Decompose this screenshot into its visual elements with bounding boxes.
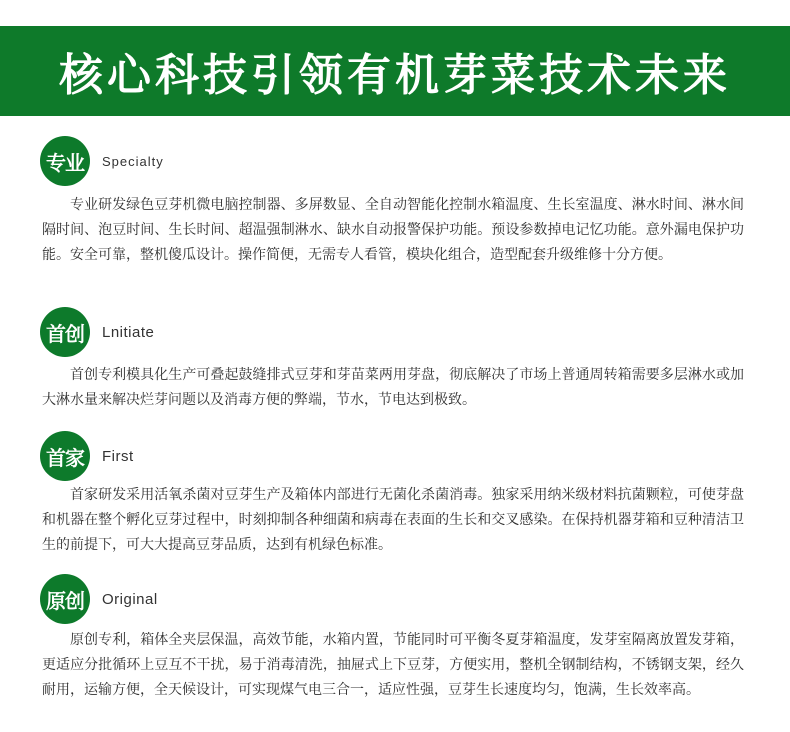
section-description: 专业研发绿色豆芽机微电脑控制器、多屏数显、全自动智能化控制水箱温度、生长室温度、淋水时间、淋水间隔时间、泡豆时间、生长时间、超温强制淋水、缺水自动报警保护功能。预设参数掉电记忆功能。意外漏电保护功能。安全可靠，整机傻瓜设计。操作简便，无需专人看管，模块化组合，造型配套升级维修十分方便。 [42,197,744,263]
section-description: 原创专利，箱体全夹层保温，高效节能，水箱内置，节能同时可平衡冬夏芽箱温度，发芽室隔离放置发芽箱，更适应分批循环上豆互不干扰，易于消毒清洗，抽屉式上下豆芽，方便实用，整机全钢制结构，不锈钢支架，经久耐用，运输方便，全天候设计，可实现煤气电三合一，适应性强，豆芽生长速度均匀，饱满，生长效率高。 [42,632,744,698]
section-english-label: Original [102,590,158,608]
section-description: 首创专利模具化生产可叠起鼓缝排式豆芽和芽苗菜两用芽盘，彻底解决了市场上普通周转箱需要多层淋水或加大淋水量来解决烂芽问题以及消毒方便的弊端，节水，节电达到极致。 [42,367,744,408]
banner-title: 核心科技引领有机芽菜技术未来 [59,50,731,101]
section-badge: 原创 [40,574,90,624]
section-header [40,307,154,357]
section-header [40,574,158,624]
section-badge: 首家 [40,431,90,481]
section-description: 首家研发采用活氧杀菌对豆芽生产及箱体内部进行无菌化杀菌消毒。独家采用纳米级材料抗菌颗粒，可使芽盘和机器在整个孵化豆芽过程中，时刻抑制各种细菌和病毒在表面的生长和交叉感染。在保持机器芽箱和豆种清洁卫生的前提下，可大大提高豆芽品质，达到有机绿色标准。 [42,487,744,553]
section-header [40,136,164,186]
section-english-label: Specialty [102,153,164,169]
section-english-label: Lnitiate [102,323,155,341]
section-badge: 专业 [40,136,90,186]
title-banner [0,26,790,116]
section-header [40,431,134,481]
section-badge: 首创 [40,307,90,357]
section-english-label: First [102,447,134,465]
